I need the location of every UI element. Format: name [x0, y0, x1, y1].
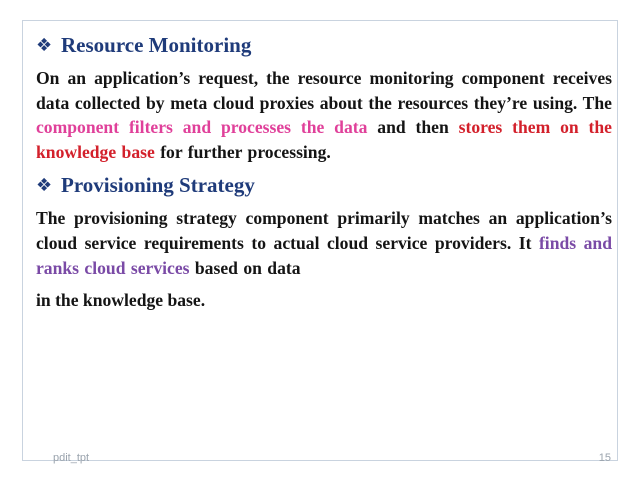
slide-content — [36, 28, 612, 313]
text-segment: The provisioning strategy component primarily matches an application’s cloud service requirements to actual cloud service providers. It — [36, 208, 612, 253]
section-heading-resource-monitoring — [36, 28, 612, 62]
heading-text: Provisioning Strategy — [61, 172, 255, 197]
highlight-filters: component filters and processes the data — [36, 117, 368, 138]
paragraph-resource-monitoring — [36, 66, 612, 164]
text-segment: On an application’s request, the resource monitoring component receives data collected by meta cloud proxies about the resources they’re using. The — [36, 68, 612, 113]
highlight-stores: stores them on the knowledge base — [36, 117, 612, 162]
page-number: 15 — [598, 452, 611, 464]
text-segment: based on data — [189, 257, 301, 278]
footer-author: pdit_tpt — [53, 452, 90, 464]
diamond-bullet-icon: ❖ — [36, 174, 53, 196]
section-heading-provisioning-strategy — [36, 168, 612, 202]
paragraph-provisioning-strategy — [36, 206, 612, 280]
highlight-finds-ranks: finds and ranks cloud services — [36, 232, 612, 278]
heading-text: Resource Monitoring — [61, 32, 252, 57]
paragraph-last-line: in the knowledge base. — [36, 290, 206, 311]
diamond-bullet-icon: ❖ — [36, 34, 53, 56]
text-segment: and then — [367, 117, 459, 138]
text-segment: for further processing. — [154, 141, 331, 162]
